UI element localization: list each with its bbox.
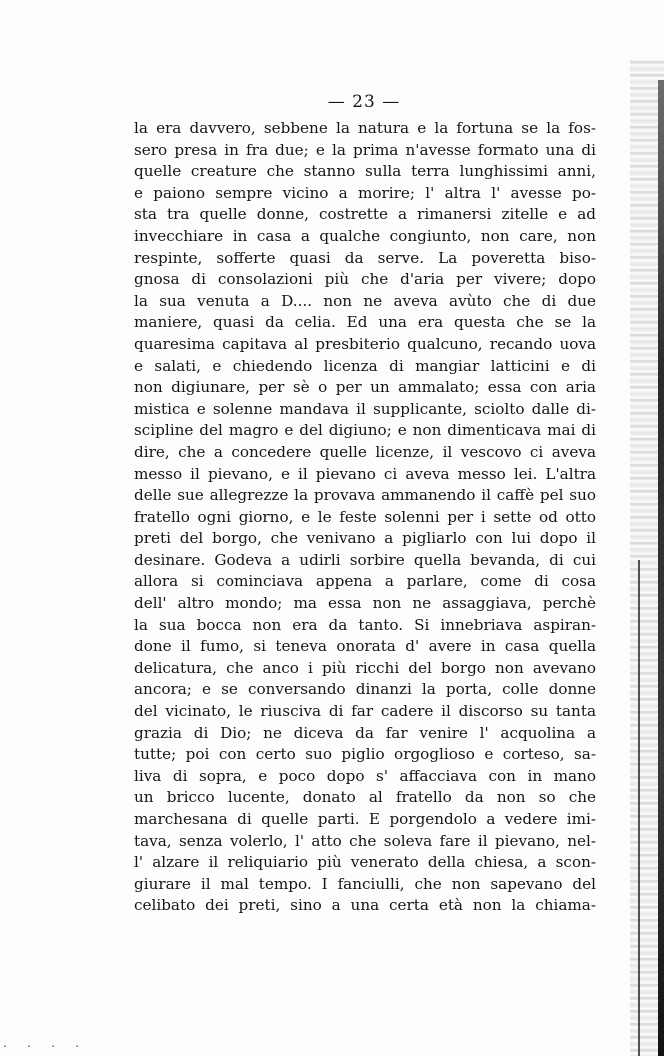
- text-line: grazia di Dio; ne diceva da far venire l' acquolina a: [134, 723, 596, 742]
- text-line: ancora; e se conversando dinanzi la porta, colle donne: [134, 680, 596, 699]
- text-line: l' alzare il reliquiario più venerato della chiesa, a scon-: [134, 853, 596, 872]
- text-line: mistica e solenne mandava il supplicante, sciolto dalle di-: [134, 399, 596, 418]
- text-line: dell' altro mondo; ma essa non ne assaggiava, perchè: [134, 594, 596, 613]
- text-line: respinte, sofferte quasi da serve. La poveretta biso-: [134, 248, 596, 267]
- text-line: sero presa in fra due; e la prima n'avesse formato una di: [134, 140, 596, 159]
- text-line: fratello ogni giorno, e le feste solenni per i sette od otto: [134, 507, 596, 526]
- text-line: desinare. Godeva a udirli sorbire quella bevanda, di cui: [134, 550, 596, 569]
- page-edge: [658, 80, 664, 1056]
- text-line: del vicinato, le riusciva di far cadere il discorso su tanta: [134, 702, 596, 721]
- page-number: — 23 —: [327, 92, 401, 112]
- text-line: invecchiare in casa a qualche congiunto, non care, non: [134, 226, 596, 245]
- text-line: sta tra quelle donne, costrette a rimanersi zitelle e ad: [134, 205, 596, 224]
- body-text: [134, 118, 596, 917]
- text-line: dire, che a concedere quelle licenze, il vescovo ci aveva: [134, 442, 596, 461]
- text-line: tava, senza volerlo, l' atto che soleva fare il pievano, nel-: [134, 831, 596, 850]
- text-line: tutte; poi con certo suo piglio orgoglioso e corteso, sa-: [134, 745, 596, 764]
- text-line: la sua venuta a D.... non ne aveva avùto che di due: [134, 291, 596, 310]
- text-line: messo il pievano, e il pievano ci aveva messo lei. L'altra: [134, 464, 596, 483]
- text-line: done il fumo, si teneva onorata d' avere in casa quella: [134, 637, 596, 656]
- text-line: marchesana di quelle parti. E porgendolo a vedere imi-: [134, 810, 596, 828]
- text-line: giurare il mal tempo. I fanciulli, che non sapevano del: [134, 874, 596, 893]
- text-line: quaresima capitava al presbiterio qualcuno, recando uova: [134, 334, 596, 353]
- text-line: allora si cominciava appena a parlare, come di cosa: [134, 572, 596, 591]
- text-line: non digiunare, per sè o per un ammalato; essa con aria: [134, 378, 596, 397]
- text-line: gnosa di consolazioni più che d'aria per vivere; dopo: [134, 270, 596, 289]
- text-line: preti del borgo, che venivano a pigliarlo con lui dopo il: [134, 529, 596, 548]
- text-line: celibato dei preti, sino a una certa età non la chiama-: [134, 896, 596, 915]
- text-line: la sua bocca non era da tanto. Si innebriava aspiran-: [134, 615, 596, 634]
- text-line: e paiono sempre vicino a morire; l' altra l' avesse po-: [134, 183, 596, 202]
- text-line: quelle creature che stanno sulla terra lunghissimi anni,: [134, 162, 596, 181]
- text-line: scipline del magro e del digiuno; e non dimenticava mai di: [134, 421, 596, 440]
- text-line: maniere, quasi da celia. Ed una era questa che se la: [134, 313, 596, 332]
- text-line: delle sue allegrezze la provava ammanendo il caffè pel suo: [134, 486, 596, 505]
- text-line: un bricco lucente, donato al fratello da non so che: [134, 788, 596, 807]
- text-line: e salati, e chiedendo licenza di mangiar latticini e di: [134, 356, 596, 375]
- text-line: delicatura, che anco i più ricchi del borgo non avevano: [134, 658, 596, 677]
- scan-specks: . . . .: [2, 1039, 87, 1050]
- text-line: la era davvero, sebbene la natura e la fortuna se la fos-: [134, 119, 596, 137]
- text-line: liva di sopra, e poco dopo s' affacciava con in mano: [134, 766, 596, 785]
- edge-line: [638, 560, 640, 1056]
